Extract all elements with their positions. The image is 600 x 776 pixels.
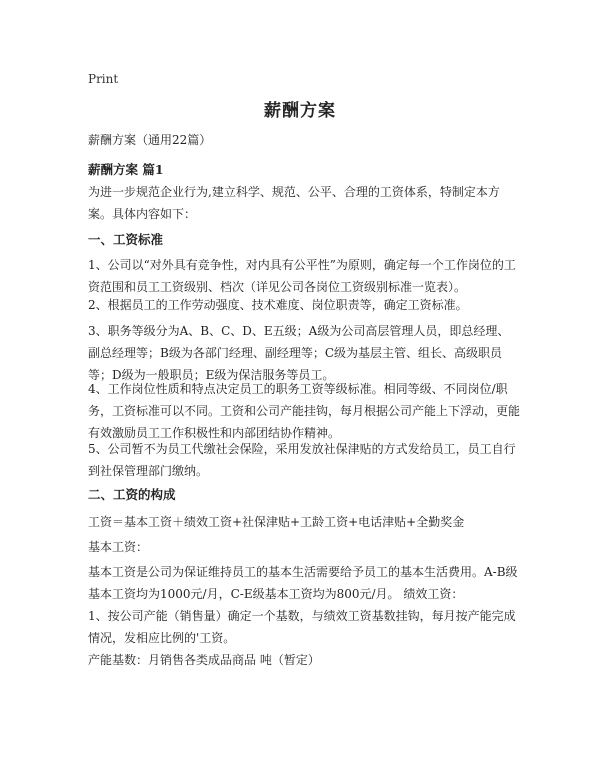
standard-item-2: 2、根据员工的工作劳动强度、技术难度、岗位职责等，确定工资标准。	[88, 298, 468, 312]
doc-subtitle: 薪酬方案（通用22篇）	[88, 133, 212, 147]
standard-item-5: 5、公司暂不为员工代缴社会保险，采用发放社保津贴的方式发给员工，员工自行到社保管理部门缴纳。	[88, 442, 516, 478]
standard-item-4: 4、工作岗位性质和特点决定员工的职务工资等级标准。相同等级、不同岗位/职务，工资标准可以不同。工资和公司产能挂钩，每月根据公司产能上下浮动，更能有效激励员工工作积极性和内部团结协作精神。	[88, 382, 521, 440]
standard-item-1: 1、公司以“对外具有竞争性，对内具有公平性”为原则，确定每一个工作岗位的工资范围和员工工资级别、档次（详见公司各岗位工资级别标准一览表）。	[88, 258, 516, 294]
basic-salary-description: 基本工资是公司为保证维持员工的基本生活需要给予员工的基本生活费用。A-B级基本工资均为1000元/月，C-E级基本工资均为800元/月。 绩效工资：	[88, 565, 518, 601]
page-title: 薪酬方案	[264, 101, 336, 121]
section-title: 薪酬方案 篇1	[88, 162, 164, 177]
heading-salary-standard: 一、工资标准	[88, 232, 164, 247]
intro-paragraph: 为进一步规范企业行为,建立科学、规范、公平、合理的工资体系，特制定本方案。具体内容如下：	[88, 185, 500, 221]
salary-formula: 工资＝基本工资＋绩效工资+社保津贴+工龄工资+电话津贴+全勤奖金	[88, 515, 465, 529]
print-label[interactable]: Print	[88, 72, 119, 86]
heading-salary-composition: 二、工资的构成	[88, 487, 176, 502]
performance-item-1: 1、按公司产能（销售量）确定一个基数，与绩效工资基数挂钩，每月按产能完成情况，发相应比例的'工资。	[88, 609, 516, 645]
standard-item-3: 3、职务等级分为A、B、C、D、E五级；A级为公司高层管理人员，即总经理、副总经理等；B级为各部门经理、副经理等；C级为基层主管、组长、高级职员等；D级为一般职员；E级为保洁服务等员工。	[88, 324, 510, 382]
capacity-base: 产能基数：月销售各类成品商品 吨（暂定）	[88, 653, 320, 667]
basic-salary-label: 基本工资：	[88, 540, 149, 554]
